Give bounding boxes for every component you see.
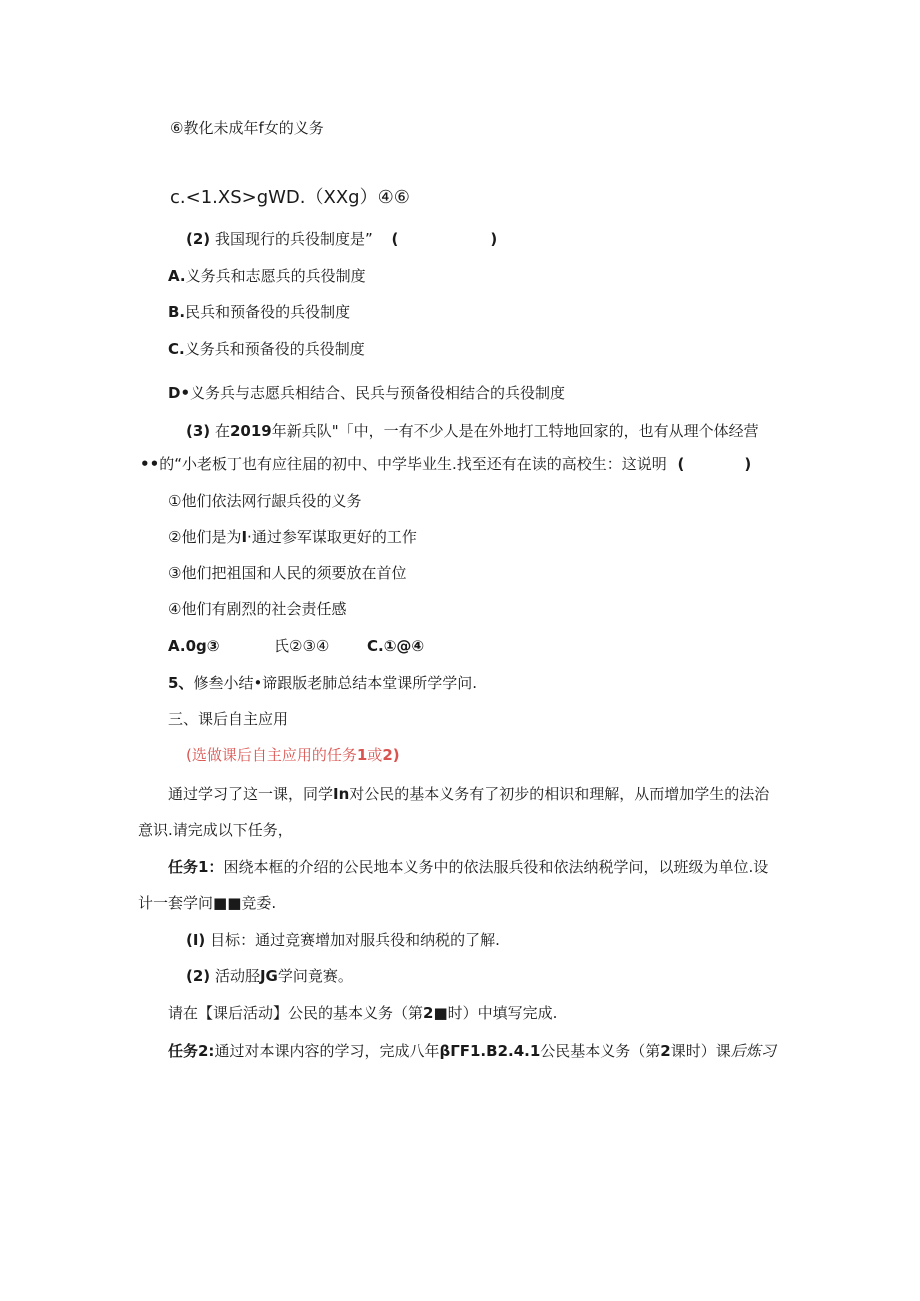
- section-number: 5、: [168, 674, 194, 692]
- option-2b: [168, 302, 350, 322]
- statement-3: ③他们把祖国和人民的须要放在首位: [168, 564, 407, 582]
- fill-instruction: [168, 1003, 557, 1023]
- task-text: 困绕本框的介绍的公民地本义务中的依法服兵役和依法纳税学问，以班级为单位.设: [223, 858, 769, 876]
- paragraph-text-a: 通过学习了这一课，同学: [168, 785, 334, 803]
- option-text: 义务兵和志愿兵的兵役制度: [185, 267, 366, 285]
- activity-text-c: 学问竟赛。: [277, 967, 353, 985]
- task-text-f: 后炼习: [730, 1042, 776, 1060]
- fill-text-c: 时）中填写完成.: [447, 1004, 558, 1022]
- paren-open: (: [677, 455, 685, 473]
- paren-close: ): [744, 455, 752, 473]
- question-text: 我国现行的兵役制度是”: [214, 230, 373, 248]
- note-text-b: 1: [356, 746, 368, 764]
- option-text: 义务兵和预备役的兵役制度: [184, 340, 365, 358]
- task-text-a: 计一套学问: [138, 894, 214, 912]
- statement-1: ①他们依法网行龈兵役的义务: [168, 492, 362, 510]
- section-text: 修叁小结•谛跟版老肺总结本堂课所学学问.: [193, 674, 478, 692]
- option-label: B.: [168, 303, 186, 321]
- task-text-a: 通过对本课内容的学习，完成八年: [214, 1042, 440, 1060]
- question-number: (2): [186, 230, 211, 248]
- question-number: (3): [186, 422, 211, 440]
- task-1-goal: [186, 930, 500, 950]
- question-3: [186, 421, 759, 441]
- paragraph-intro: [168, 784, 769, 804]
- paragraph-intro-continued: 意识.请完成以下任务，: [138, 821, 293, 839]
- statement-2: [168, 527, 417, 547]
- task-1-continued: [138, 893, 276, 913]
- option-label: A.: [168, 267, 186, 285]
- goal-number: (I): [186, 931, 206, 949]
- task-text-c: 公民基本义务（第: [540, 1042, 661, 1060]
- question-text-a: 在: [214, 422, 230, 440]
- option-2d: [168, 383, 565, 403]
- optional-note: [186, 745, 400, 765]
- statement-text-b: I: [241, 528, 248, 546]
- answer-choice-a: A.0g③: [168, 637, 220, 655]
- section-heading-3: 三、课后自主应用: [168, 710, 289, 728]
- paragraph-text-c: 对公民的基本义务有了初步的相识和理解，从而增加学生的法治: [349, 785, 770, 803]
- option-2c: [168, 339, 365, 359]
- fill-text-a: 请在【课后活动】公民的基本义务（第: [168, 1004, 424, 1022]
- task-label: 任务2:: [168, 1042, 215, 1060]
- answer-choice-c: C.①@④: [367, 637, 425, 655]
- option-label: C.: [168, 340, 185, 358]
- option-2a: [168, 266, 366, 286]
- task-text-c: 竞委.: [241, 894, 277, 912]
- task-text-b: βГF1.B2.4.1: [439, 1042, 541, 1060]
- option-text: 义务兵与志愿兵相结合、民兵与预备役相结合的兵役制度: [190, 384, 566, 402]
- statement-4: ④他们有剧烈的社会责任感: [168, 600, 347, 618]
- statement-text-a: ②他们是为: [168, 528, 242, 546]
- line-answer-c: c.<1.XS>gWD.（XXg）④⑥: [170, 187, 410, 208]
- fill-text-b: 2■: [423, 1004, 448, 1022]
- question-2: [186, 229, 497, 249]
- question-text-b: 年新兵队"「中，一有不少人是在外地打工特地回家的，也有从理个体经营: [271, 422, 759, 440]
- section-5-summary: [168, 673, 477, 693]
- task-text-e: 课时）课: [670, 1042, 731, 1060]
- note-text-c: 或: [367, 746, 383, 764]
- question-3-continued: [140, 454, 751, 474]
- task-label: 任务1：: [168, 858, 224, 876]
- note-text-a: (选做课后自主应用的任务: [186, 746, 357, 764]
- lead-marks: ••: [140, 455, 160, 473]
- question-year: 2019: [229, 422, 272, 440]
- task-1-activity: [186, 966, 353, 986]
- goal-text: 目标：通过竞赛增加对服兵役和纳税的了解.: [210, 931, 500, 949]
- activity-number: (2): [186, 967, 211, 985]
- task-1: [168, 857, 768, 877]
- paren-close: ): [490, 230, 498, 248]
- task-text-d: 2: [660, 1042, 671, 1060]
- note-text-d: 2): [382, 746, 400, 764]
- line-duty-6: ⑥教化未成年f女的义务: [170, 119, 324, 137]
- statement-text-c: ·通过参军谋取更好的工作: [247, 528, 417, 546]
- task-2: [168, 1041, 776, 1061]
- paragraph-text-b: In: [333, 785, 350, 803]
- paren-open: (: [391, 230, 399, 248]
- option-text: 民兵和预备役的兵役制度: [185, 303, 351, 321]
- answer-choice-b: 氏②③④: [274, 637, 330, 655]
- option-label: D•: [168, 384, 191, 402]
- activity-text-a: 活动胫: [214, 967, 260, 985]
- activity-text-b: JG: [259, 967, 278, 985]
- task-text-b: ■■: [213, 894, 242, 912]
- question-text: 的“小老板丁也有应往届的初中、中学毕业生.找至还有在读的高校生：这说明: [159, 455, 667, 473]
